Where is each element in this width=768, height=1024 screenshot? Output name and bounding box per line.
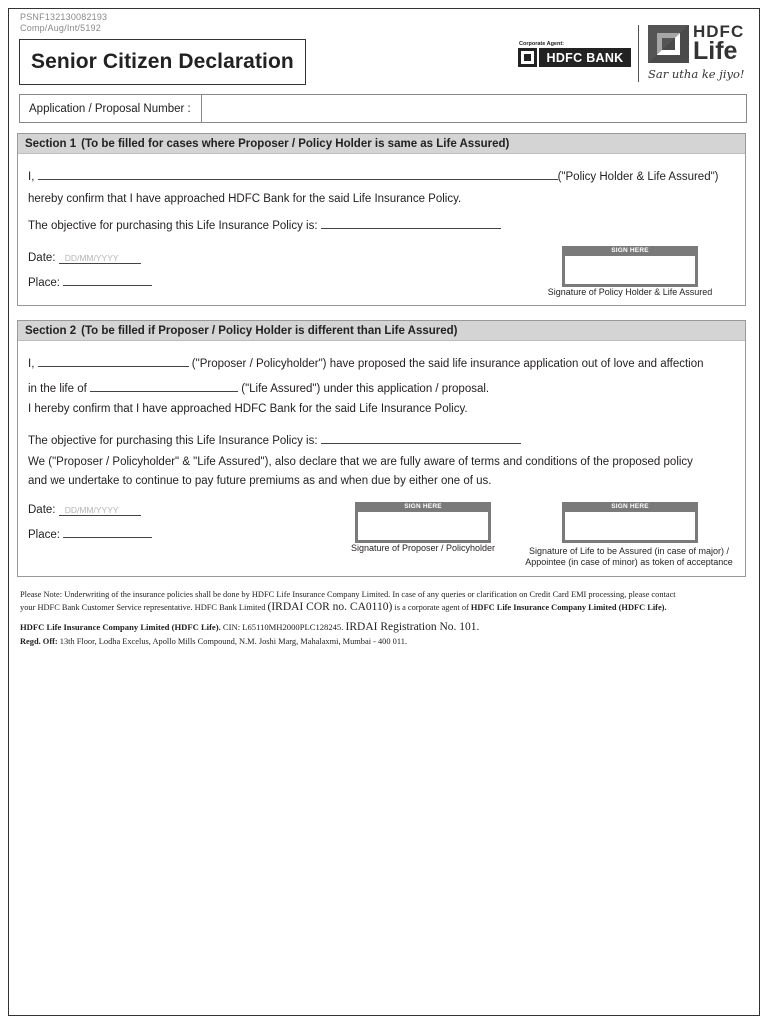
hdfc-bank-logo	[518, 48, 631, 67]
s2-date-field[interactable]: DD/MM/YYYY	[59, 506, 141, 516]
s2-proposer-line	[28, 356, 704, 371]
section-2-instruction: (To be filled if Proposer / Policy Holder is different than Life Assured)	[81, 324, 458, 337]
s1-name-suffix: ("Policy Holder & Life Assured")	[557, 171, 719, 183]
brand-line-hdfc: HDFC	[693, 22, 745, 41]
s2-declaration-line-2: and we undertake to continue to pay future premiums as and when due by either one of us.	[28, 475, 492, 487]
section-2-title: Section 2	[25, 324, 77, 337]
s2-objective-label: The objective for purchasing this Life Insurance Policy is:	[28, 435, 318, 447]
s1-policy-holder-name-field[interactable]	[38, 169, 558, 180]
section-1-header	[18, 134, 745, 154]
footer-note-line-1: Please Note: Underwriting of the insurance policies shall be done by HDFC Life Insurance Company Limited. In case of any queries or clarification on Credit Card EMI processing, please contact	[20, 590, 676, 599]
s2-objective-line	[28, 433, 521, 448]
s2-proposer-sign-here-tag: SIGN HERE	[355, 502, 491, 512]
s2-i-label: I,	[28, 358, 35, 370]
footer-company-agent: HDFC Life Insurance Company Limited (HDFC Life).	[470, 603, 667, 612]
s2-place-field[interactable]	[63, 527, 152, 538]
s2-life-assured-sign-here-tag: SIGN HERE	[562, 502, 698, 512]
s2-place-line	[28, 527, 152, 542]
brand-tagline: Sar utha ke jiyo!	[648, 67, 745, 81]
s2-date-label: Date:	[28, 504, 56, 516]
bank-name: HDFC BANK	[539, 48, 631, 67]
footer-irdai-registration: IRDAI Registration No. 101.	[345, 621, 480, 633]
brand-line-life: Life	[693, 37, 738, 65]
s1-objective-label: The objective for purchasing this Life Insurance Policy is:	[28, 220, 318, 232]
application-number-label: Application / Proposal Number :	[20, 95, 202, 122]
s2-proposer-signature-caption: Signature of Proposer / Policyholder	[350, 543, 496, 553]
title-box	[19, 39, 306, 85]
footer-note-2b: is a corporate agent of	[394, 603, 469, 612]
s2-proposer-name-field[interactable]	[38, 356, 189, 367]
s1-objective-line	[28, 218, 501, 233]
footer-company-name: HDFC Life Insurance Company Limited (HDFC Life).	[20, 622, 221, 632]
form-reference-code: PSNF132130082193	[20, 12, 108, 22]
hdfc-bank-mark-icon	[518, 48, 537, 67]
corporate-agent-label: Corporate Agent:	[519, 41, 565, 47]
s1-date-field[interactable]: DD/MM/YYYY	[59, 254, 141, 264]
s2-life-assured-line	[28, 381, 489, 396]
footer-note-2a: your HDFC Bank Customer Service representative. HDFC Bank Limited	[20, 603, 266, 612]
s1-place-field[interactable]	[63, 275, 152, 286]
footer-company-line	[20, 621, 748, 633]
s1-signature-box[interactable]	[562, 246, 698, 287]
s2-declaration-line-1: We ("Proposer / Policyholder" & "Life Assured"), also declare that we are fully aware of terms and conditions of the proposed policy	[28, 456, 693, 468]
s2-date-line	[28, 504, 141, 517]
s1-date-line	[28, 252, 141, 265]
s2-life-suffix: ("Life Assured") under this application / proposal.	[241, 383, 490, 395]
page-title: Senior Citizen Declaration	[31, 50, 294, 73]
footer-registered-office	[20, 637, 748, 646]
s1-date-label: Date:	[28, 252, 56, 264]
section-2-header	[18, 321, 745, 341]
s1-confirm-line: hereby confirm that I have approached HDFC Bank for the said Life Insurance Policy.	[28, 193, 462, 205]
section-1-instruction: (To be filled for cases where Proposer / Policy Holder is same as Life Assured)	[81, 137, 510, 150]
application-number-field[interactable]	[202, 95, 746, 122]
s2-life-assured-name-field[interactable]	[90, 381, 238, 392]
s1-place-line	[28, 275, 152, 290]
footer-note-line-2	[20, 601, 748, 613]
section-1-title: Section 1	[25, 137, 77, 150]
s2-objective-field[interactable]	[321, 433, 521, 444]
footer-regd-address: 13th Floor, Lodha Excelus, Apollo Mills Compound, N.M. Joshi Marg, Mahalaxmi, Mumbai - 400 011.	[59, 637, 407, 646]
s2-life-assured-signature-caption-1: Signature of Life to be Assured (in case of major) /	[528, 546, 730, 556]
s2-proposer-suffix: ("Proposer / Policyholder") have proposed the said life insurance application out of love and affection	[191, 358, 704, 370]
s1-objective-field[interactable]	[321, 218, 501, 229]
s2-confirm-line: I hereby confirm that I have approached HDFC Bank for the said Life Insurance Policy.	[28, 403, 468, 415]
compliance-reference-code: Comp/Aug/Int/5192	[20, 23, 101, 33]
s2-place-label: Place:	[28, 529, 60, 541]
section-2	[17, 320, 746, 577]
s2-proposer-signature-box[interactable]	[355, 502, 491, 543]
footer-regd-label: Regd. Off:	[20, 637, 58, 646]
application-number-row	[19, 94, 747, 123]
s1-signature-caption: Signature of Policy Holder & Life Assured	[547, 287, 713, 297]
s1-place-label: Place:	[28, 277, 60, 289]
section-1	[17, 133, 746, 306]
hdfc-life-brand	[693, 23, 744, 64]
s2-life-prefix: in the life of	[28, 383, 87, 395]
s1-name-line	[28, 169, 719, 184]
s1-i-label: I,	[28, 171, 35, 183]
hdfc-life-logo-icon	[648, 25, 689, 63]
s2-life-assured-signature-box[interactable]	[562, 502, 698, 543]
footer-cin: CIN: L65110MH2000PLC128245.	[222, 622, 344, 632]
s2-life-assured-signature-caption-2: Appointee (in case of minor) as token of acceptance	[525, 557, 733, 567]
logo-divider	[638, 25, 639, 82]
footer-irdai-cor: (IRDAI COR no. CA0110)	[267, 601, 393, 613]
s1-sign-here-tag: SIGN HERE	[562, 246, 698, 256]
